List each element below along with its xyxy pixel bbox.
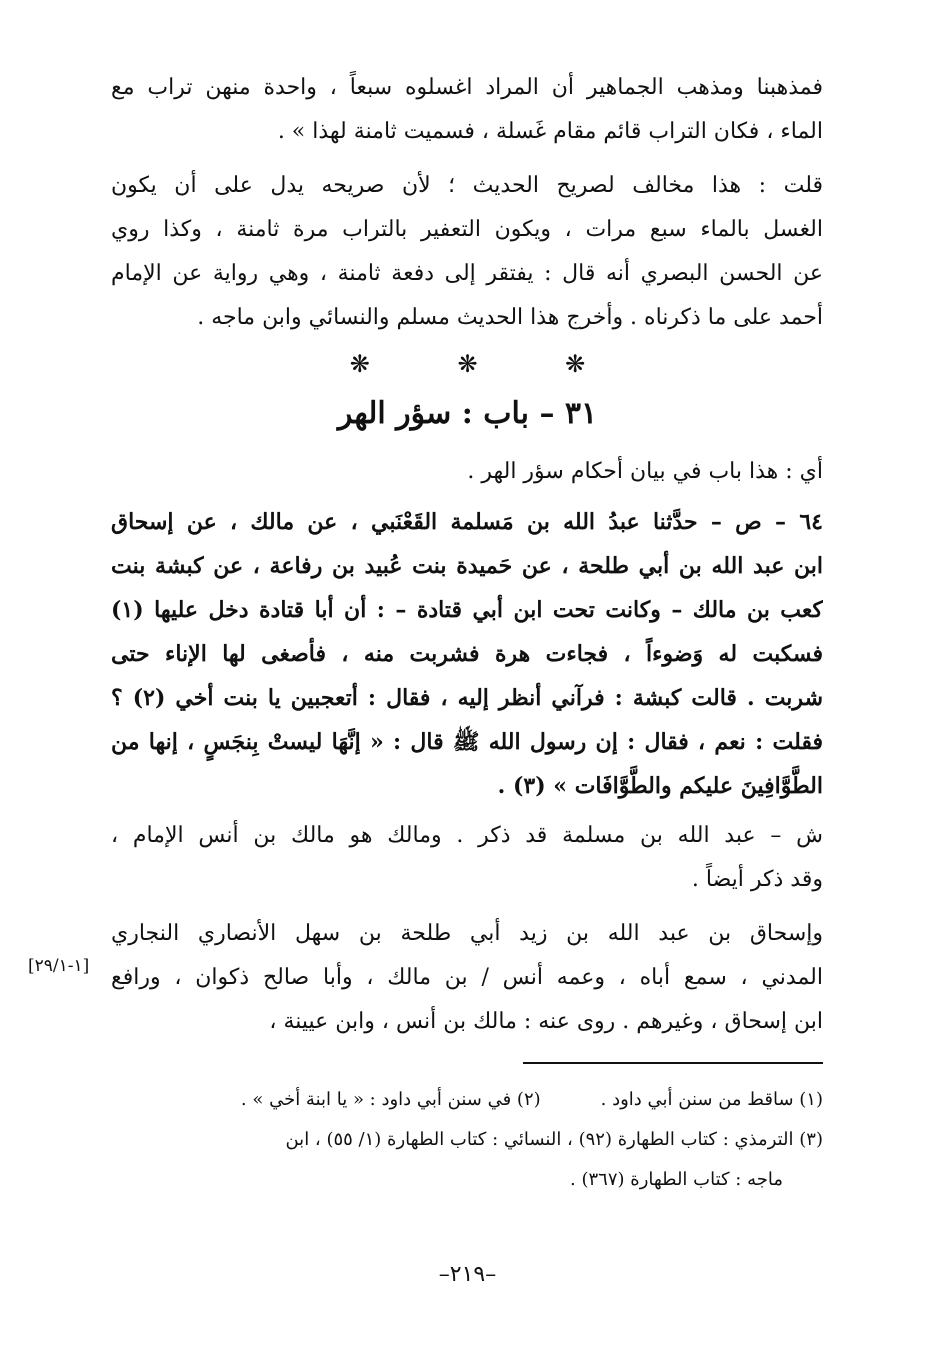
text-line: عن الحسن البصري أنه قال : يفتقر إلى دفعة ثامنة ، وهي رواية عن الإمام — [111, 261, 823, 286]
paragraph-qultu — [111, 164, 823, 340]
text-line: الغسل بالماء سبع مرات ، ويكون التعفير بالتراب مرة ثامنة ، وكذا روي — [111, 217, 823, 242]
commentary-narrators — [111, 814, 823, 902]
chapter-intro — [111, 450, 823, 494]
text-line: فقلت : نعم ، فقال : إن رسول الله ﷺ قال : « إنَّهَا ليستْ بِنجَسٍ ، إنها من — [111, 729, 823, 755]
hadith-text — [111, 500, 823, 808]
text-line: ش – عبد الله بن مسلمة قد ذكر . ومالك هو مالك بن أنس الإمام ، — [111, 823, 823, 848]
text-line: الماء ، فكان التراب قائم مقام غَسلة ، فسميت ثامنة لهذا » . — [277, 119, 823, 144]
text-line: أي : هذا باب في بيان أحكام سؤر الهر . — [467, 459, 823, 484]
footnotes — [111, 1080, 823, 1200]
text-line: فسكبت له وَضوءاً ، فجاءت هرة فشربت منه ، فأصغى لها الإناء حتى — [111, 641, 823, 667]
text-line: ابن عبد الله بن أبي طلحة ، عن حَميدة بنت عُبيد بن رفاعة ، عن كبشة بنت — [111, 553, 823, 579]
footnote-2: (٢) في سنن أبي داود : « يا ابنة أخي » . — [240, 1089, 541, 1110]
text-line: شربت . قالت كبشة : فرآني أنظر إليه ، فقال : أتعجبين يا بنت أخي (٢) ؟ — [111, 685, 823, 711]
text-line: وإسحاق بن عبد الله بن زيد أبي طلحة بن سهل الأنصاري النجاري — [111, 921, 823, 946]
manuscript-reference: [١-٢٩/١] — [28, 956, 90, 976]
commentary-ishaq — [111, 912, 823, 1044]
footnote-3-continued: ماجه : كتاب الطهارة (٣٦٧) . — [570, 1169, 783, 1190]
text-line: أحمد على ما ذكرناه . وأخرج هذا الحديث مسلم والنسائي وابن ماجه . — [197, 305, 823, 330]
text-line: ابن إسحاق ، وغيرهم . روى عنه : مالك بن أنس ، وابن عيينة ، — [269, 1009, 823, 1034]
footnote-1: (١) ساقط من سنن أبي داود . — [600, 1089, 823, 1110]
text-line: فمذهبنا ومذهب الجماهير أن المراد اغسلوه سبعاً ، واحدة منهن تراب مع — [111, 75, 823, 100]
footnote-line — [111, 1080, 823, 1120]
text-line: كعب بن مالك – وكانت تحت ابن أبي قتادة – : أن أبا قتادة دخل عليها (١) — [111, 597, 823, 623]
footnote-divider — [523, 1062, 823, 1064]
text-line: قلت : هذا مخالف لصريح الحديث ؛ لأن صريحه يدل على أن يكون — [111, 173, 823, 198]
page-number: –٢١٩– — [438, 1262, 497, 1287]
text-line: ٦٤ – ص – حدَّثنا عبدُ الله بن مَسلمة القَعْنَبي ، عن مالك ، عن إسحاق — [111, 509, 823, 535]
text-line: المدني ، سمع أباه ، وعمه أنس / بن مالك ، وأبا صالح ذكوان ، ورافع — [111, 965, 823, 990]
text-line: وقد ذكر أيضاً . — [691, 867, 823, 892]
chapter-heading: ٣١ – باب : سؤر الهر — [337, 396, 598, 431]
footnote-3: (٣) الترمذي : كتاب الطهارة (٩٢) ، النسائي : كتاب الطهارة (١/ ٥٥) ، ابن — [285, 1129, 823, 1150]
text-line: الطَّوَّافِينَ عليكم والطَّوَّافَات » (٣) . — [497, 773, 823, 799]
section-separator: ❋ ❋ ❋ — [349, 350, 626, 378]
paragraph-madhhab — [111, 66, 823, 154]
